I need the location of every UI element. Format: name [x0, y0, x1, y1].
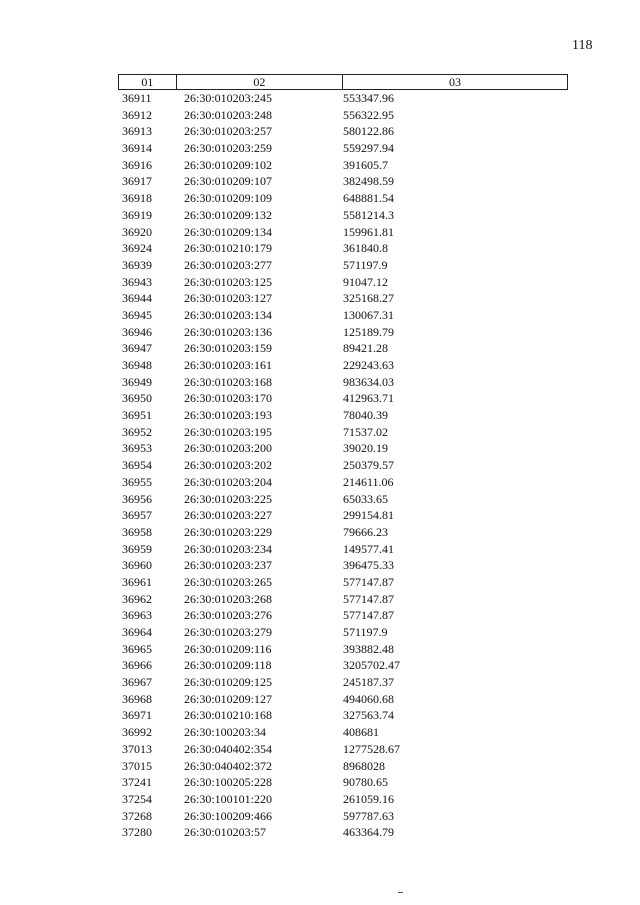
table-cell-col-2: 26:30:010203:279 — [184, 625, 273, 639]
table-cell-col-2: 26:30:040402:354 — [184, 741, 273, 756]
table-cell-col-2: 26:30:010203:259 — [184, 141, 273, 156]
table-row — [118, 774, 568, 791]
table-cell-col-2: 26:30:010203:136 — [184, 324, 273, 339]
table-cell-col-2: 26:30:010203:234 — [184, 541, 273, 556]
table-row — [118, 707, 568, 724]
table-cell-col-3: 391605.7 — [343, 157, 388, 172]
table-cell-col-2: 26:30:010209:107 — [184, 174, 273, 189]
table-row — [118, 574, 568, 591]
table-cell-col-1: 36952 — [122, 424, 152, 439]
table-cell-col-2: 26:30:010203:257 — [184, 124, 273, 139]
table-cell-col-3: 396475.33 — [343, 558, 394, 573]
table-cell-col-1: 36966 — [122, 658, 152, 673]
table-cell-col-2: 26:30:010203:276 — [184, 608, 273, 623]
table-cell-col-2: 26:30:100203:34 — [184, 725, 267, 740]
table-cell-col-2: 26:30:040402:372 — [184, 758, 273, 773]
table-cell-col-1: 37268 — [122, 808, 152, 823]
table-cell-col-3: 39020.19 — [343, 441, 388, 456]
table-cell-col-1: 36945 — [122, 307, 152, 322]
table-header — [118, 74, 568, 90]
table-cell-col-3: 463364.79 — [343, 825, 394, 840]
table-cell-col-2: 26:30:010203:237 — [184, 558, 273, 573]
table-cell-col-3: 408681 — [343, 725, 379, 740]
table-cell-col-3: 559297.94 — [343, 141, 394, 156]
table-cell-col-3: 65033.65 — [343, 491, 388, 506]
table-row — [118, 274, 568, 291]
table-body — [118, 90, 568, 841]
table-cell-col-3: 5581214.3 — [343, 207, 394, 222]
table-cell-col-2: 26:30:010209:118 — [184, 658, 272, 673]
table-cell-col-2: 26:30:010203:245 — [184, 91, 273, 105]
table-cell-col-2: 26:30:010209:127 — [184, 691, 273, 706]
table-cell-col-1: 36967 — [122, 675, 152, 690]
table-cell-col-2: 26:30:010203:202 — [184, 458, 273, 473]
table-cell-col-1: 36956 — [122, 491, 152, 506]
table-row — [118, 123, 568, 140]
table-cell-col-1: 37013 — [122, 741, 152, 756]
table-row — [118, 491, 568, 508]
table-cell-col-3: 229243.63 — [343, 358, 394, 372]
table-cell-col-3: 159961.81 — [343, 224, 394, 239]
table-row — [118, 824, 568, 841]
table-row — [118, 407, 568, 424]
table-cell-col-1: 36960 — [122, 558, 152, 573]
table-cell-col-3: 130067.31 — [343, 307, 394, 322]
table-cell-col-3: 149577.41 — [343, 541, 394, 556]
table-cell-col-1: 36944 — [122, 291, 152, 306]
page-number: 118 — [572, 38, 593, 53]
table-cell-col-1: 36917 — [122, 174, 152, 189]
table-row — [118, 207, 568, 224]
table-cell-col-1: 36958 — [122, 524, 152, 539]
table-cell-col-1: 36964 — [122, 625, 152, 639]
table-cell-col-1: 36912 — [122, 107, 152, 122]
table-row — [118, 173, 568, 190]
table-cell-col-2: 26:30:100209:466 — [184, 808, 273, 823]
table-row — [118, 224, 568, 241]
table-cell-col-2: 26:30:010203:127 — [184, 291, 273, 306]
table-cell-col-1: 37254 — [122, 791, 152, 806]
table-cell-col-3: 89421.28 — [343, 341, 388, 356]
table-row — [118, 190, 568, 207]
table-row — [118, 808, 568, 825]
table-row — [118, 357, 568, 374]
table-cell-col-1: 37015 — [122, 758, 152, 773]
table-cell-col-3: 577147.87 — [343, 591, 394, 606]
table-cell-col-2: 26:30:010209:132 — [184, 207, 273, 222]
table-cell-col-3: 1277528.67 — [343, 741, 400, 756]
table-cell-col-1: 36914 — [122, 141, 152, 156]
table-row — [118, 240, 568, 257]
table-cell-col-2: 26:30:010209:116 — [184, 641, 272, 656]
table-cell-col-3: 494060.68 — [343, 691, 394, 706]
table-cell-col-3: 299154.81 — [343, 508, 394, 523]
table-cell-col-2: 26:30:100205:228 — [184, 775, 273, 790]
table-cell-col-2: 26:30:010210:168 — [184, 708, 273, 723]
table-cell-col-1: 36916 — [122, 157, 152, 172]
table-cell-col-2: 26:30:010203:170 — [184, 391, 273, 406]
table-cell-col-2: 26:30:010203:265 — [184, 574, 273, 589]
data-table — [118, 74, 568, 841]
table-cell-col-3: 571197.9 — [343, 257, 388, 272]
table-cell-col-3: 983634.03 — [343, 374, 394, 389]
table-cell-col-3: 71537.02 — [343, 424, 388, 439]
table-cell-col-3: 571197.9 — [343, 625, 388, 639]
table-row — [118, 324, 568, 341]
table-cell-col-2: 26:30:010203:193 — [184, 408, 273, 423]
table-cell-col-3: 553347.96 — [343, 91, 394, 105]
header-col-3: 03 — [449, 75, 462, 89]
table-cell-col-3: 90780.65 — [343, 775, 388, 790]
table-cell-col-2: 26:30:100101:220 — [184, 791, 273, 806]
table-row — [118, 90, 568, 107]
table-cell-col-1: 36924 — [122, 241, 152, 256]
table-cell-col-2: 26:30:010203:277 — [184, 257, 273, 272]
table-cell-col-3: 597787.63 — [343, 808, 394, 823]
table-cell-col-1: 36919 — [122, 207, 152, 222]
table-cell-col-1: 37280 — [122, 825, 152, 840]
table-cell-col-3: 3205702.47 — [343, 658, 400, 673]
table-cell-col-1: 36948 — [122, 358, 152, 372]
table-cell-col-3: 382498.59 — [343, 174, 394, 189]
table-cell-col-1: 36963 — [122, 608, 152, 623]
table-cell-col-1: 36911 — [122, 91, 152, 105]
table-cell-col-1: 36971 — [122, 708, 152, 723]
table-row — [118, 541, 568, 558]
table-row — [118, 340, 568, 357]
table-row — [118, 457, 568, 474]
table-cell-col-3: 361840.8 — [343, 241, 388, 256]
table-cell-col-3: 8968028 — [343, 758, 385, 773]
table-row — [118, 440, 568, 457]
table-cell-col-3: 577147.87 — [343, 608, 394, 623]
header-col-2: 02 — [177, 75, 343, 89]
table-row — [118, 691, 568, 708]
table-cell-col-1: 36965 — [122, 641, 152, 656]
table-cell-col-2: 26:30:010203:134 — [184, 307, 273, 322]
table-cell-col-1: 36918 — [122, 191, 152, 206]
table-row — [118, 674, 568, 691]
table-row — [118, 290, 568, 307]
table-cell-col-1: 36939 — [122, 257, 152, 272]
table-cell-col-1: 36947 — [122, 341, 152, 356]
table-cell-col-2: 26:30:010203:227 — [184, 508, 273, 523]
table-cell-col-3: 556322.95 — [343, 107, 394, 122]
table-cell-col-1: 36913 — [122, 124, 152, 139]
table-cell-col-2: 26:30:010210:179 — [184, 241, 273, 256]
table-cell-col-2: 26:30:010203:168 — [184, 374, 273, 389]
table-cell-col-2: 26:30:010203:57 — [184, 825, 267, 840]
table-row — [118, 657, 568, 674]
table-row — [118, 557, 568, 574]
table-cell-col-1: 36957 — [122, 508, 152, 523]
table-cell-col-3: 580122.86 — [343, 124, 394, 139]
table-row — [118, 374, 568, 391]
table-row — [118, 607, 568, 624]
table-cell-col-1: 37241 — [122, 775, 152, 790]
table-cell-col-1: 36953 — [122, 441, 152, 456]
table-cell-col-3: 125189.79 — [343, 324, 394, 339]
table-row — [118, 624, 568, 641]
table-cell-col-3: 412963.71 — [343, 391, 394, 406]
header-col-1: 01 — [119, 75, 177, 89]
table-cell-col-2: 26:30:010203:268 — [184, 591, 273, 606]
table-cell-col-1: 36992 — [122, 725, 152, 740]
table-cell-col-3: 577147.87 — [343, 574, 394, 589]
table-row — [118, 140, 568, 157]
table-cell-col-1: 36946 — [122, 324, 152, 339]
table-row — [118, 524, 568, 541]
table-cell-col-2: 26:30:010203:225 — [184, 491, 273, 506]
table-cell-col-2: 26:30:010209:134 — [184, 224, 273, 239]
table-cell-col-3: 393882.48 — [343, 641, 394, 656]
table-cell-col-1: 36954 — [122, 458, 152, 473]
table-cell-col-2: 26:30:010209:125 — [184, 675, 273, 690]
table-cell-col-3: 325168.27 — [343, 291, 394, 306]
table-cell-col-1: 36962 — [122, 591, 152, 606]
table-cell-col-2: 26:30:010203:195 — [184, 424, 273, 439]
table-cell-col-3: 327563.74 — [343, 708, 394, 723]
table-row — [118, 474, 568, 491]
table-cell-col-2: 26:30:010203:161 — [184, 358, 273, 372]
table-cell-col-2: 26:30:010203:125 — [184, 274, 273, 289]
table-cell-col-1: 36951 — [122, 408, 152, 423]
table-cell-col-3: 648881.54 — [343, 191, 394, 206]
table-row — [118, 591, 568, 608]
table-cell-col-1: 36943 — [122, 274, 152, 289]
table-cell-col-2: 26:30:010209:109 — [184, 191, 273, 206]
table-cell-col-1: 36920 — [122, 224, 152, 239]
table-cell-col-3: 245187.37 — [343, 675, 394, 690]
table-cell-col-3: 79666.23 — [343, 524, 388, 539]
table-cell-col-2: 26:30:010203:200 — [184, 441, 273, 456]
table-row — [118, 307, 568, 324]
table-cell-col-1: 36949 — [122, 374, 152, 389]
table-cell-col-1: 36968 — [122, 691, 152, 706]
table-row — [118, 641, 568, 658]
table-row — [118, 424, 568, 441]
table-cell-col-1: 36955 — [122, 474, 152, 489]
table-cell-col-3: 91047.12 — [343, 274, 388, 289]
table-cell-col-2: 26:30:010203:229 — [184, 524, 273, 539]
table-cell-col-2: 26:30:010203:204 — [184, 474, 273, 489]
table-cell-col-1: 36950 — [122, 391, 152, 406]
table-cell-col-2: 26:30:010209:102 — [184, 157, 273, 172]
table-row — [118, 741, 568, 758]
table-row — [118, 157, 568, 174]
table-cell-col-3: 261059.16 — [343, 791, 394, 806]
table-row — [118, 257, 568, 274]
table-row — [118, 390, 568, 407]
table-cell-col-1: 36959 — [122, 541, 152, 556]
table-cell-col-1: 36961 — [122, 574, 152, 589]
table-row — [118, 791, 568, 808]
table-row — [118, 107, 568, 124]
table-cell-col-2: 26:30:010203:159 — [184, 341, 273, 356]
table-cell-col-3: 250379.57 — [343, 458, 394, 473]
table-row — [118, 724, 568, 741]
table-cell-col-2: 26:30:010203:248 — [184, 107, 273, 122]
table-row — [118, 758, 568, 775]
table-row — [118, 507, 568, 524]
table-cell-col-3: 214611.06 — [343, 474, 394, 489]
footer-mark — [398, 892, 403, 893]
table-cell-col-3: 78040.39 — [343, 408, 388, 423]
